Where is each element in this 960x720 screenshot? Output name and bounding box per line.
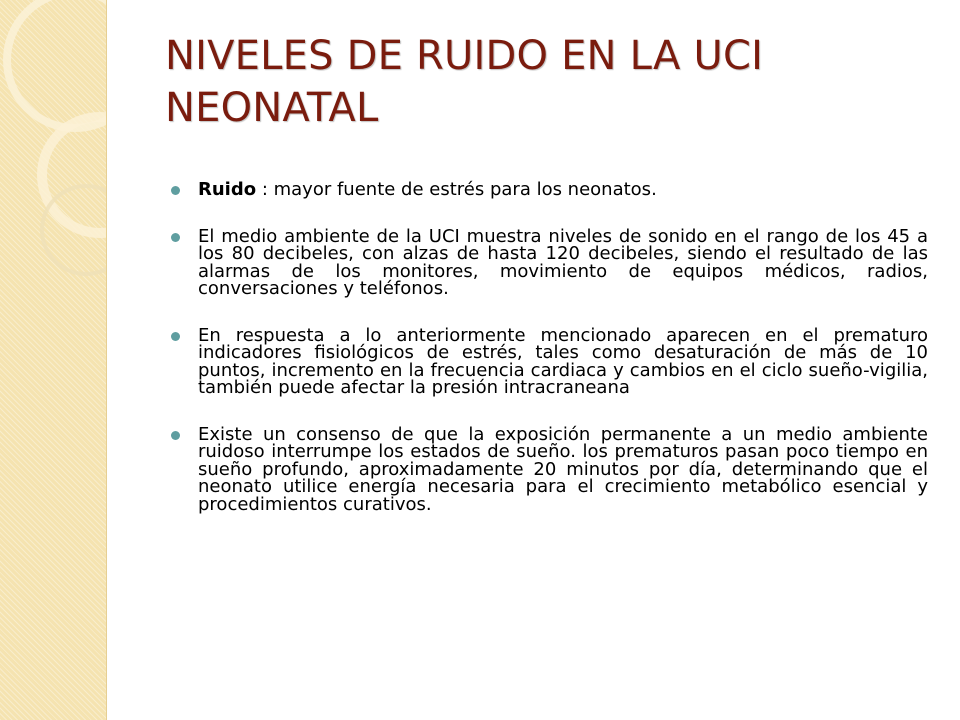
bullet-text: : mayor fuente de estrés para los neonatos. — [256, 179, 657, 200]
bullet-item — [198, 225, 928, 299]
circle-ornament-icon — [0, 0, 106, 720]
bullet-text: En respuesta a lo anteriormente mencionado aparecen en el prematuro indicadores fisiológicos de estrés, tales como desaturación de más de 10 puntos, incremento en la frecuencia cardiaca y cambios en el ciclo sueño-vigilia, también puede afectar la presión intracraneana — [198, 324, 928, 398]
bullet-item — [198, 324, 928, 398]
bullet-item — [198, 181, 928, 199]
bullet-dot-icon — [171, 233, 180, 242]
bullet-item — [198, 423, 928, 515]
bullet-text: Existe un consenso de que la exposición permanente a un medio ambiente ruidoso interrumpe los estados de sueño. los prematuros pasan poco tiempo en sueño profundo, aproximadamente 20 minutos por día, determinando que el neonato utilice energía necesaria para el crecimiento metabólico esencial y procedimientos curativos. — [198, 423, 928, 515]
bullet-list — [198, 181, 928, 542]
decorative-sidebar — [0, 0, 107, 720]
bullet-text: El medio ambiente de la UCI muestra niveles de sonido en el rango de los 45 a los 80 decibeles, con alzas de hasta 120 decibeles, siendo el resultado de las alarmas de los monitores, movimiento de equipos médicos, radios, conversaciones y teléfonos. — [198, 225, 928, 299]
bullet-dot-icon — [171, 431, 180, 440]
title-line-2: NEONATAL — [165, 85, 379, 131]
bullet-dot-icon — [171, 332, 180, 341]
page-title — [165, 30, 905, 134]
bullet-bold-term: Ruido — [198, 179, 257, 200]
bullet-dot-icon — [171, 186, 180, 195]
title-line-1: NIVELES DE RUIDO EN LA UCI — [165, 33, 764, 79]
